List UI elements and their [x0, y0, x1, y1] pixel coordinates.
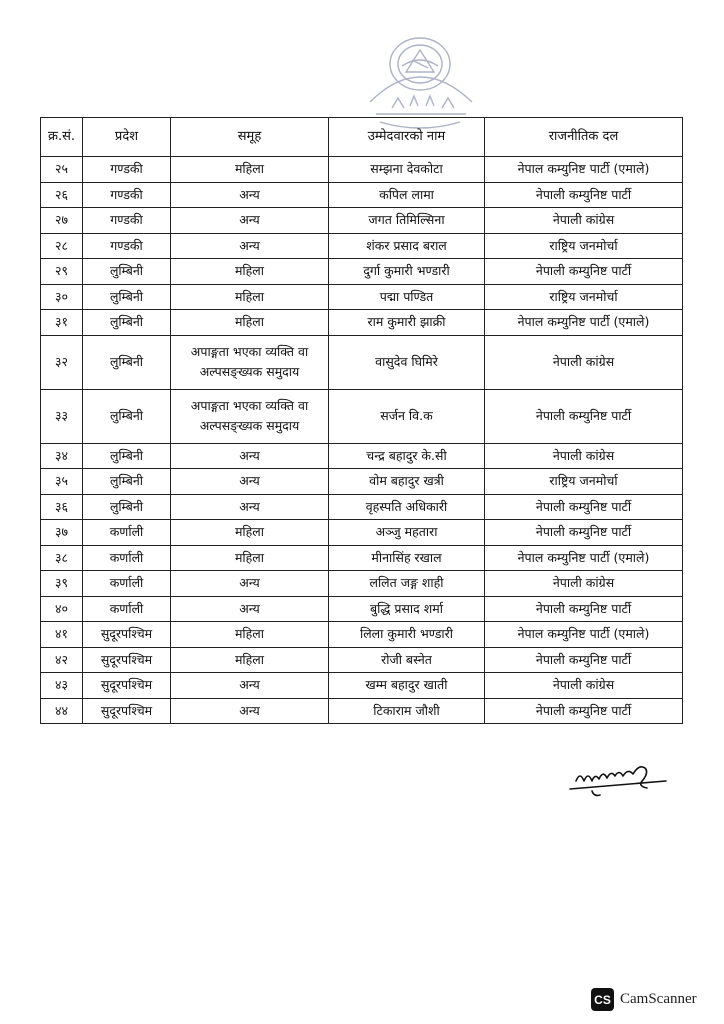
table-row — [41, 596, 683, 622]
serial-cell: ३४ — [41, 443, 83, 469]
party-cell: नेपाल कम्युनिष्ट पार्टी (एमाले) — [485, 310, 683, 336]
party-cell: नेपाली कम्युनिष्ट पार्टी — [485, 596, 683, 622]
candidate-name-cell: सर्जन वि.क — [329, 389, 485, 443]
table-row — [41, 673, 683, 699]
group-cell: अन्य — [171, 698, 329, 724]
province-cell: कर्णाली — [83, 571, 171, 597]
table-row — [41, 389, 683, 443]
party-cell: नेपाली कांग्रेस — [485, 673, 683, 699]
party-cell: नेपाली कांग्रेस — [485, 335, 683, 389]
party-cell: नेपाल कम्युनिष्ट पार्टी (एमाले) — [485, 622, 683, 648]
party-cell: नेपाल कम्युनिष्ट पार्टी (एमाले) — [485, 157, 683, 183]
province-cell: लुम्बिनी — [83, 389, 171, 443]
candidate-name-cell: दुर्गा कुमारी भण्डारी — [329, 259, 485, 285]
party-cell: नेपाली कम्युनिष्ट पार्टी — [485, 259, 683, 285]
province-cell: लुम्बिनी — [83, 443, 171, 469]
group-cell: अपाङ्गता भएका व्यक्ति वा अल्पसङ्ख्यक समुदाय — [171, 389, 329, 443]
party-cell: राष्ट्रिय जनमोर्चा — [485, 233, 683, 259]
table-row — [41, 157, 683, 183]
table-row — [41, 284, 683, 310]
table-row — [41, 520, 683, 546]
group-cell: महिला — [171, 310, 329, 336]
province-cell: गण्डकी — [83, 208, 171, 234]
candidate-name-cell: मीनासिंह रखाल — [329, 545, 485, 571]
province-cell: कर्णाली — [83, 545, 171, 571]
candidate-name-cell: खम्म बहादुर खाती — [329, 673, 485, 699]
col-header-group: समूह — [171, 118, 329, 157]
table-row — [41, 647, 683, 673]
camscanner-logo: CS — [591, 988, 614, 1011]
province-cell: लुम्बिनी — [83, 469, 171, 495]
candidate-name-cell: रोजी बस्नेत — [329, 647, 485, 673]
table-row — [41, 571, 683, 597]
col-header-province: प्रदेश — [83, 118, 171, 157]
province-cell: कर्णाली — [83, 596, 171, 622]
table-row — [41, 335, 683, 389]
province-cell: सुदूरपश्चिम — [83, 622, 171, 648]
candidate-name-cell: सम्झना देवकोटा — [329, 157, 485, 183]
table-row — [41, 494, 683, 520]
candidate-table — [40, 117, 683, 724]
group-cell: महिला — [171, 647, 329, 673]
table-row — [41, 208, 683, 234]
serial-cell: ३६ — [41, 494, 83, 520]
serial-cell: २८ — [41, 233, 83, 259]
province-cell: गण्डकी — [83, 157, 171, 183]
table-row — [41, 310, 683, 336]
table-header-row — [41, 118, 683, 157]
candidate-name-cell: अञ्जु महतारा — [329, 520, 485, 546]
serial-cell: २७ — [41, 208, 83, 234]
candidate-name-cell: बुद्धि प्रसाद शर्मा — [329, 596, 485, 622]
party-cell: नेपाली कम्युनिष्ट पार्टी — [485, 520, 683, 546]
party-cell: नेपाली कम्युनिष्ट पार्टी — [485, 389, 683, 443]
province-cell: कर्णाली — [83, 520, 171, 546]
serial-cell: ३१ — [41, 310, 83, 336]
col-header-party: राजनीतिक दल — [485, 118, 683, 157]
group-cell: अन्य — [171, 673, 329, 699]
candidate-name-cell: जगत तिमिल्सिना — [329, 208, 485, 234]
serial-cell: ४२ — [41, 647, 83, 673]
col-header-serial: क्र.सं. — [41, 118, 83, 157]
serial-cell: २९ — [41, 259, 83, 285]
serial-cell: २६ — [41, 182, 83, 208]
candidate-name-cell: ललित जङ्ग शाही — [329, 571, 485, 597]
province-cell: सुदूरपश्चिम — [83, 647, 171, 673]
signature — [566, 745, 670, 801]
group-cell: अन्य — [171, 443, 329, 469]
party-cell: नेपाली कांग्रेस — [485, 208, 683, 234]
candidate-name-cell: चन्द्र बहादुर के.सी — [329, 443, 485, 469]
candidate-name-cell: कपिल लामा — [329, 182, 485, 208]
table-row — [41, 233, 683, 259]
party-cell: नेपाली कांग्रेस — [485, 443, 683, 469]
serial-cell: ३७ — [41, 520, 83, 546]
group-cell: अन्य — [171, 208, 329, 234]
candidate-name-cell: वोम बहादुर खत्री — [329, 469, 485, 495]
party-cell: नेपाली कम्युनिष्ट पार्टी — [485, 698, 683, 724]
group-cell: महिला — [171, 545, 329, 571]
party-cell: राष्ट्रिय जनमोर्चा — [485, 469, 683, 495]
candidate-name-cell: टिकाराम जौशी — [329, 698, 485, 724]
group-cell: अन्य — [171, 469, 329, 495]
table-row — [41, 259, 683, 285]
province-cell: लुम्बिनी — [83, 284, 171, 310]
serial-cell: ४० — [41, 596, 83, 622]
camscanner-watermark — [591, 988, 697, 1011]
serial-cell: ३० — [41, 284, 83, 310]
table-row — [41, 182, 683, 208]
table-row — [41, 469, 683, 495]
table-row — [41, 622, 683, 648]
candidate-name-cell: शंकर प्रसाद बराल — [329, 233, 485, 259]
group-cell: अन्य — [171, 571, 329, 597]
party-cell: नेपाली कम्युनिष्ट पार्टी — [485, 647, 683, 673]
group-cell: अन्य — [171, 182, 329, 208]
province-cell: सुदूरपश्चिम — [83, 698, 171, 724]
serial-cell: २५ — [41, 157, 83, 183]
camscanner-label: CamScanner — [620, 991, 697, 1007]
serial-cell: ३८ — [41, 545, 83, 571]
group-cell: महिला — [171, 157, 329, 183]
party-cell: नेपाली कम्युनिष्ट पार्टी — [485, 182, 683, 208]
province-cell: लुम्बिनी — [83, 259, 171, 285]
group-cell: महिला — [171, 284, 329, 310]
col-header-candidate-name: उम्मेदवारको नाम — [329, 118, 485, 157]
serial-cell: ४१ — [41, 622, 83, 648]
serial-cell: ३९ — [41, 571, 83, 597]
group-cell: अपाङ्गता भएका व्यक्ति वा अल्पसङ्ख्यक समुदाय — [171, 335, 329, 389]
candidate-name-cell: वासुदेव घिमिरे — [329, 335, 485, 389]
group-cell: अन्य — [171, 494, 329, 520]
serial-cell: ३५ — [41, 469, 83, 495]
group-cell: महिला — [171, 259, 329, 285]
serial-cell: ४४ — [41, 698, 83, 724]
serial-cell: ३२ — [41, 335, 83, 389]
province-cell: गण्डकी — [83, 233, 171, 259]
serial-cell: ४३ — [41, 673, 83, 699]
group-cell: महिला — [171, 520, 329, 546]
province-cell: सुदूरपश्चिम — [83, 673, 171, 699]
group-cell: अन्य — [171, 233, 329, 259]
table-row — [41, 545, 683, 571]
table-row — [41, 443, 683, 469]
party-cell: नेपाल कम्युनिष्ट पार्टी (एमाले) — [485, 545, 683, 571]
candidate-name-cell: वृहस्पति अधिकारी — [329, 494, 485, 520]
table-row — [41, 698, 683, 724]
group-cell: महिला — [171, 622, 329, 648]
candidate-name-cell: पद्मा पण्डित — [329, 284, 485, 310]
province-cell: लुम्बिनी — [83, 310, 171, 336]
province-cell: लुम्बिनी — [83, 335, 171, 389]
serial-cell: ३३ — [41, 389, 83, 443]
province-cell: लुम्बिनी — [83, 494, 171, 520]
candidate-name-cell: राम कुमारी झाक्री — [329, 310, 485, 336]
table-body — [41, 157, 683, 724]
party-cell: नेपाली कम्युनिष्ट पार्टी — [485, 494, 683, 520]
party-cell: राष्ट्रिय जनमोर्चा — [485, 284, 683, 310]
group-cell: अन्य — [171, 596, 329, 622]
province-cell: गण्डकी — [83, 182, 171, 208]
candidate-name-cell: लिला कुमारी भण्डारी — [329, 622, 485, 648]
party-cell: नेपाली कांग्रेस — [485, 571, 683, 597]
